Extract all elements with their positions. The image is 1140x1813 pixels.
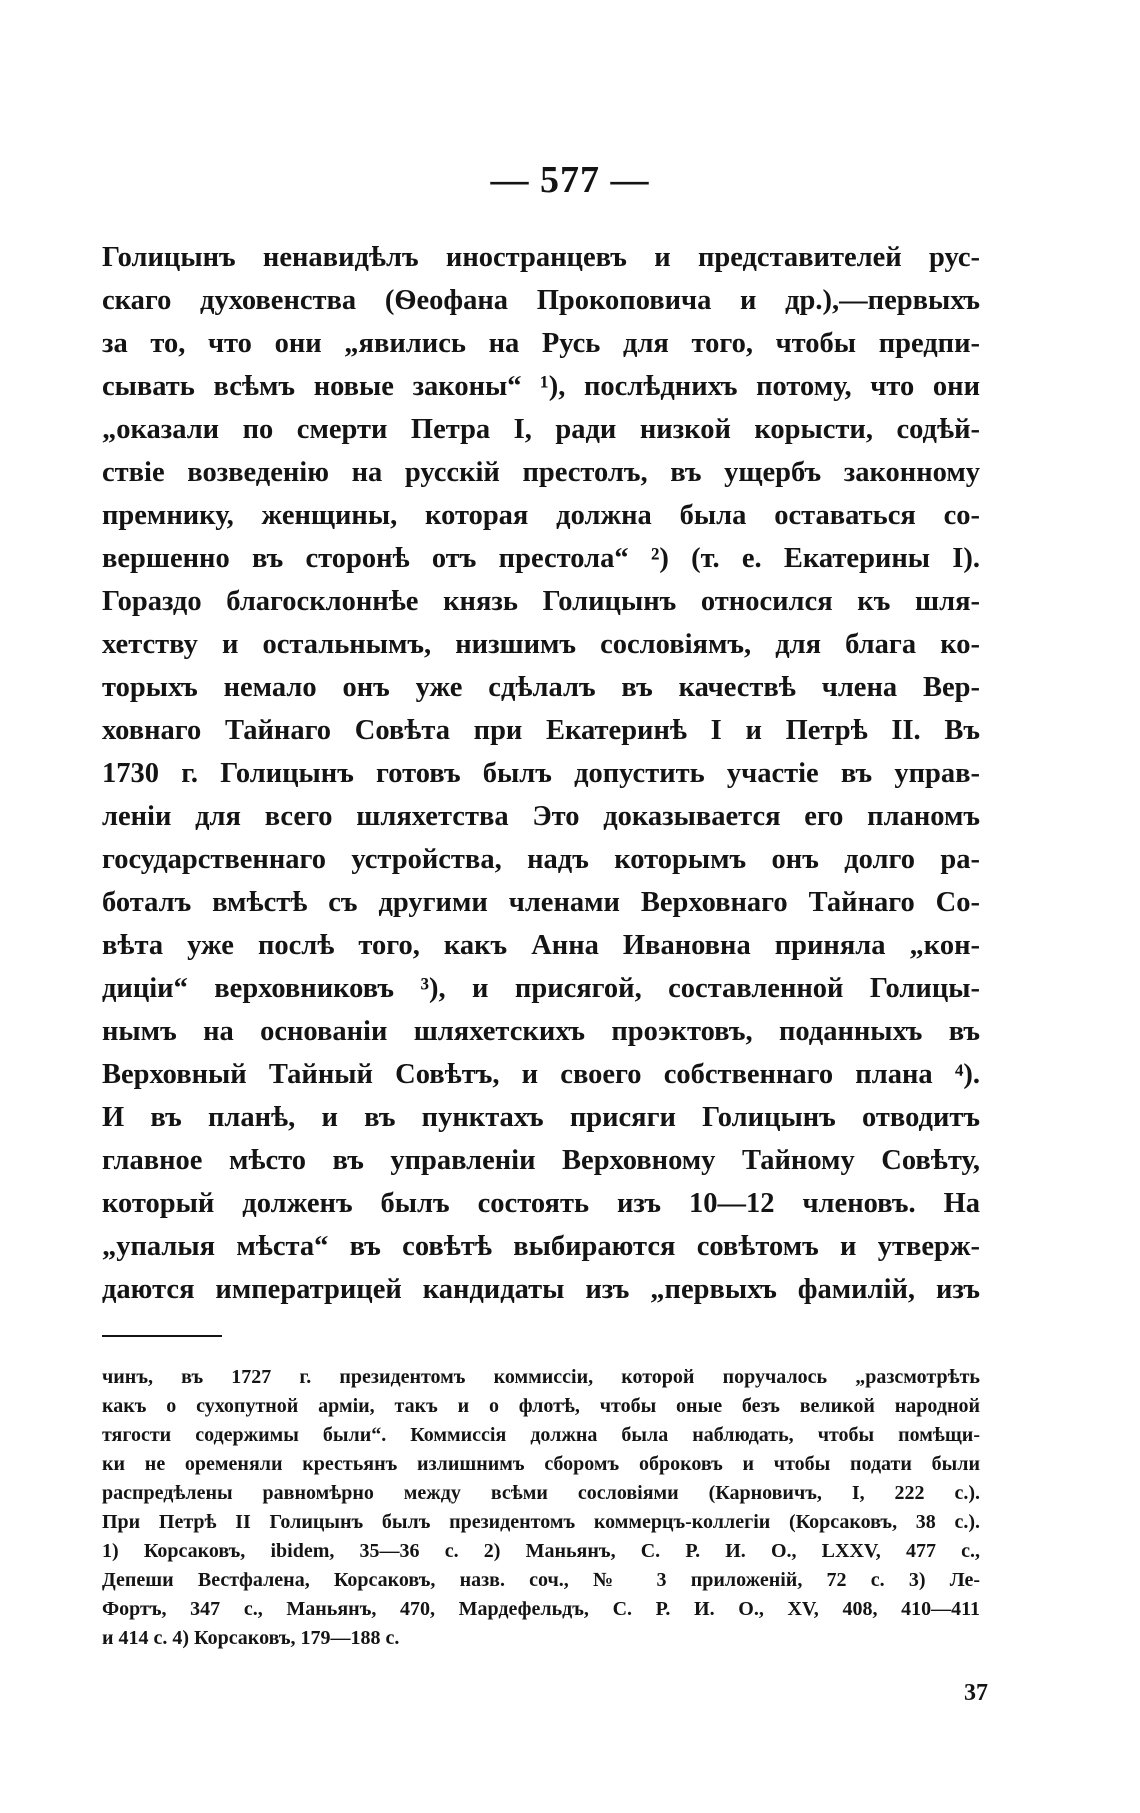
text-line: ховнаго Тайнаго Совѣта при Екатеринѣ I и Петрѣ II. Въ [102, 715, 980, 746]
main-text [102, 236, 980, 1311]
footnote-line: Фортъ, 347 с., Маньянъ, 470, Мардефельдъ, С. Р. И. О., XV, 408, 410—411 [102, 1598, 980, 1620]
text-line: государственнаго устройства, надъ которымъ онъ долго ра- [102, 844, 980, 875]
footnote-line: При Петрѣ II Голицынъ былъ президентомъ коммерцъ-коллегіи (Корсаковъ, 38 с.). [102, 1511, 980, 1533]
text-line: „упалыя мѣста“ въ совѣтѣ выбираются совѣтомъ и утверж- [102, 1231, 980, 1262]
text-line: за то, что они „явились на Русь для того, чтобы предпи- [102, 328, 980, 359]
footnote-line: тягости содержимы были“. Коммиссія должна была наблюдать, чтобы помѣщи- [102, 1424, 980, 1446]
text-line: ствіе возведенію на русскій престолъ, въ ущербъ законному [102, 457, 980, 488]
text-line: даются императрицей кандидаты изъ „первыхъ фамилій, изъ [102, 1274, 980, 1305]
text-line: нымъ на основаніи шляхетскихъ проэктовъ, поданныхъ въ [102, 1016, 980, 1047]
text-line: диціи“ верховниковъ ³), и присягой, составленной Голицы- [102, 973, 980, 1004]
footnote-line: и 414 с. 4) Корсаковъ, 179—188 с. [102, 1627, 400, 1649]
text-line: И въ планѣ, и въ пунктахъ присяги Голицынъ отводитъ [102, 1102, 980, 1133]
text-line: Верховный Тайный Совѣтъ, и своего собственнаго плана ⁴). [102, 1059, 980, 1090]
text-line: торыхъ немало онъ уже сдѣлалъ въ качествѣ члена Вер- [102, 672, 980, 703]
page-number: — 577 — [490, 159, 650, 201]
text-line: премнику, женщины, которая должна была оставаться со- [102, 500, 980, 531]
text-line: главное мѣсто въ управленіи Верховному Тайному Совѣту, [102, 1145, 980, 1176]
text-line: сывать всѣмъ новые законы“ ¹), послѣднихъ потому, что они [102, 371, 980, 402]
text-line: хетству и остальнымъ, низшимъ сословіямъ, для блага ко- [102, 629, 980, 660]
footnote-line: чинъ, въ 1727 г. президентомъ коммиссіи, которой поручалось „разсмотрѣть [102, 1366, 980, 1388]
text-line: Голицынъ ненавидѣлъ иностранцевъ и представителей рус- [102, 242, 980, 273]
text-line: 1730 г. Голицынъ готовъ былъ допустить участіе въ управ- [102, 758, 980, 789]
footnote-line: какъ о сухопутной арміи, такъ и о флотѣ, чтобы оные безъ великой народной [102, 1395, 980, 1417]
footnote-divider [102, 1335, 222, 1337]
text-line: боталъ вмѣстѣ съ другими членами Верховнаго Тайнаго Со- [102, 887, 980, 918]
signature-mark: 37 [964, 1680, 988, 1706]
text-line: вѣта уже послѣ того, какъ Анна Ивановна приняла „кон- [102, 930, 980, 961]
text-line: вершенно въ сторонѣ отъ престола“ ²) (т. е. Екатерины I). [102, 543, 980, 574]
text-line: Гораздо благосклоннѣе князь Голицынъ относился къ шля- [102, 586, 980, 617]
text-line: который долженъ былъ состоять изъ 10—12 членовъ. На [102, 1188, 980, 1219]
text-line: леніи для всего шляхетства Это доказывается его планомъ [102, 801, 980, 832]
footnotes [102, 1363, 980, 1653]
footnote-line: 1) Корсаковъ, ibidem, 35—36 с. 2) Маньянъ, С. Р. И. О., LXXV, 477 с., [102, 1540, 980, 1562]
text-line: „оказали по смерти Петра I, ради низкой корысти, содѣй- [102, 414, 980, 445]
footnote-line: Депеши Вестфалена, Корсаковъ, назв. соч., № 3 приложеній, 72 с. 3) Ле- [102, 1569, 980, 1591]
footnote-line: ки не оременяли крестьянъ излишнимъ сборомъ оброковъ и чтобы подати были [102, 1453, 980, 1475]
footnote-line: распредѣлены равномѣрно между всѣми сословіями (Карновичъ, I, 222 с.). [102, 1482, 980, 1504]
text-line: скаго духовенства (Ѳеофана Прокоповича и др.),—первыхъ [102, 285, 980, 316]
